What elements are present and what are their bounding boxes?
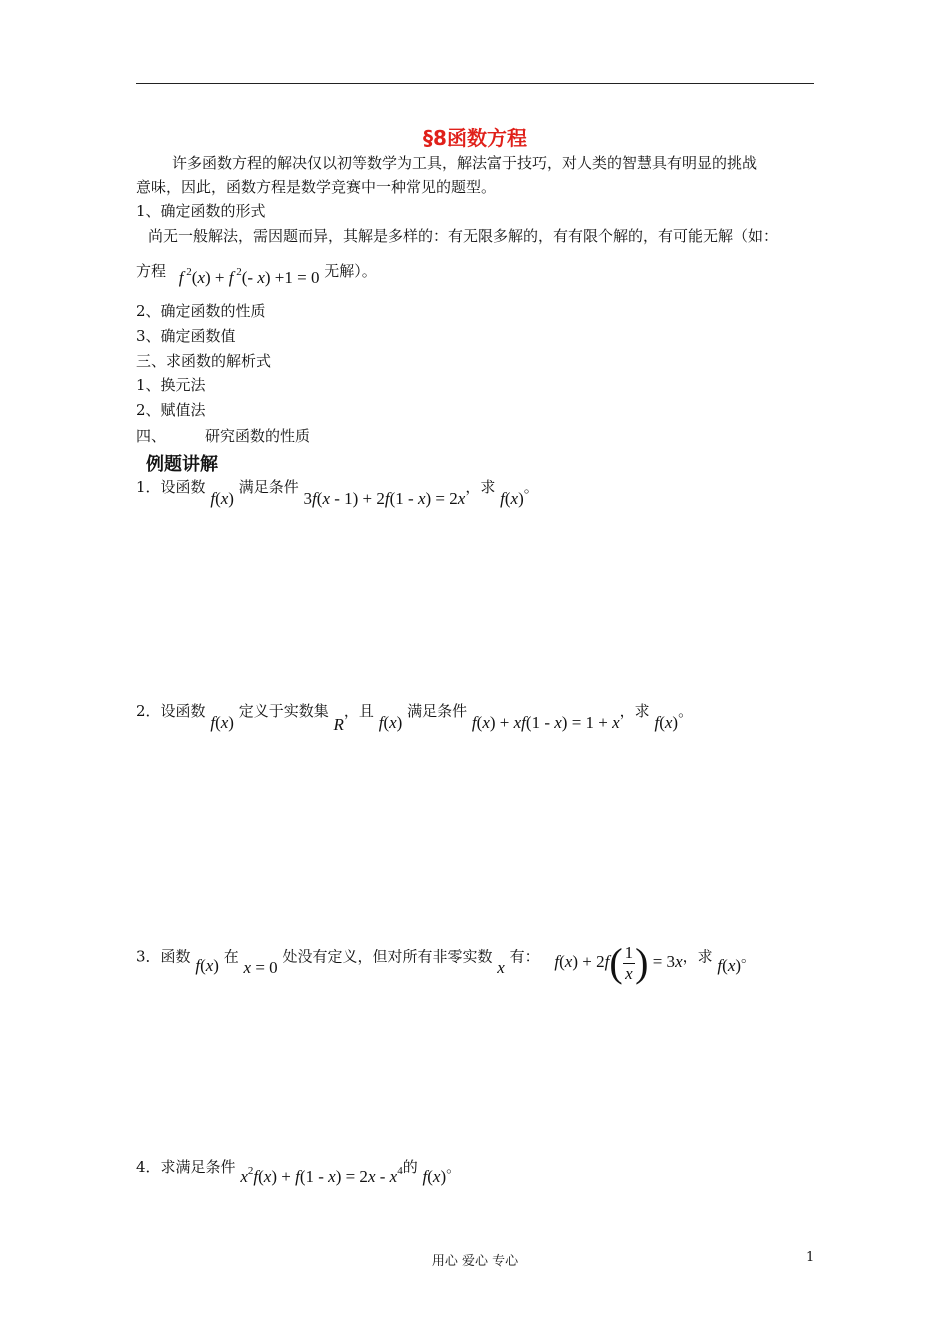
section-four-text: 研究函数的性质 — [205, 427, 311, 445]
problem-3-x-eq-0: x = 0 — [243, 958, 278, 978]
problem-3-text-b: 在 — [223, 947, 239, 966]
problem-1-text-b: 满足条件 — [238, 478, 299, 496]
section-1-equation-line — [136, 254, 377, 287]
intro-line-1: 许多函数方程的解决仅以初等数学为工具，解法富于技巧，对人类的智慧具有明显的挑战 — [172, 154, 758, 172]
problem-3-text-a: 3．函数 — [136, 947, 191, 966]
problem-3-text-e: ，求 — [682, 947, 713, 966]
section-1-body: 尚无一般解法，需因题而异，其解是多样的：有无限多解的，有有限个解的，有可能无解（如： — [148, 227, 779, 245]
problem-4-fx-answer: f(x) — [422, 1167, 447, 1186]
problem-2-text-e: ，求 — [619, 702, 650, 720]
problem-2-fx-answer: f(x) — [654, 713, 679, 732]
page-title: §8函数方程 — [423, 126, 527, 150]
problem-2-equation: f(x) + xf(1 - x) = 1 + x — [471, 713, 620, 732]
intro-line-2: 意味，因此，函数方程是数学竞赛中一种常见的题型。 — [136, 178, 497, 196]
section-1-heading: 1、确定函数的形式 — [136, 202, 266, 220]
problem-1-equation: 3f(x - 1) + 2f(1 - x) = 2x — [303, 489, 466, 508]
problem-3-fx: f(x) — [195, 956, 219, 976]
problem-1-fx-answer: f(x) — [500, 489, 524, 508]
header-rule — [136, 83, 814, 84]
problem-1-text-c: ，求 — [465, 478, 496, 496]
section-2-heading: 2、确定函数的性质 — [136, 302, 266, 320]
problem-3-x: x — [497, 958, 505, 978]
method-1: 1、换元法 — [136, 376, 206, 394]
problem-2-text-a: 2．设函数 — [136, 702, 206, 720]
problem-2-R: R — [333, 715, 344, 734]
problem-1-text-d: 。 — [523, 478, 539, 496]
problem-3-text-d: 有： — [509, 947, 540, 966]
section-3-heading: 3、确定函数值 — [136, 327, 236, 345]
problem-3-equation: f(x) + 2f( $\frac{1}{x}$ ) = 3x — [554, 940, 683, 986]
equation-f-squared: f $^2$(x) + f $^2$(- x) +1 = 0 — [178, 266, 320, 287]
equation-suffix: 无解）。 — [324, 262, 377, 280]
problem-2-fx: f(x) — [210, 713, 234, 732]
problem-2-text-f: 。 — [678, 702, 694, 720]
problem-2-text-c: ，且 — [343, 702, 374, 720]
problem-4-text-c: 。 — [446, 1158, 462, 1176]
problem-4-text-b: 的 — [402, 1158, 418, 1176]
section-three-heading: 三、求函数的解析式 — [136, 352, 272, 370]
problem-4-text-a: 4．求满足条件 — [136, 1158, 236, 1176]
problem-2 — [136, 700, 694, 734]
page-number: 1 — [806, 1250, 815, 1265]
problem-4 — [136, 1150, 462, 1186]
problem-3 — [136, 937, 757, 986]
problem-3-text-c: 处没有定义，但对所有非零实数 — [282, 947, 493, 966]
problem-2-text-d: 满足条件 — [407, 702, 468, 720]
section-four-number: 四、 — [136, 427, 167, 445]
method-2: 2、赋值法 — [136, 401, 206, 419]
footer-text: 用心 爱心 专心 — [431, 1254, 519, 1269]
problem-2-fx-2: f(x) — [378, 713, 403, 732]
examples-heading: 例题讲解 — [146, 454, 218, 475]
problem-1-text-a: 1．设函数 — [136, 478, 206, 496]
problem-4-equation: $x^2f(x) + f(1 - x) = 2x - x^4$ — [240, 1165, 403, 1186]
equation-prefix: 方程 — [136, 262, 167, 280]
problem-1 — [136, 476, 539, 508]
problem-3-fx-answer: f(x) — [717, 956, 742, 976]
problem-2-text-b: 定义于实数集 — [238, 702, 329, 720]
problem-3-text-f: 。 — [741, 947, 757, 966]
problem-1-fx: f(x) — [210, 489, 234, 508]
